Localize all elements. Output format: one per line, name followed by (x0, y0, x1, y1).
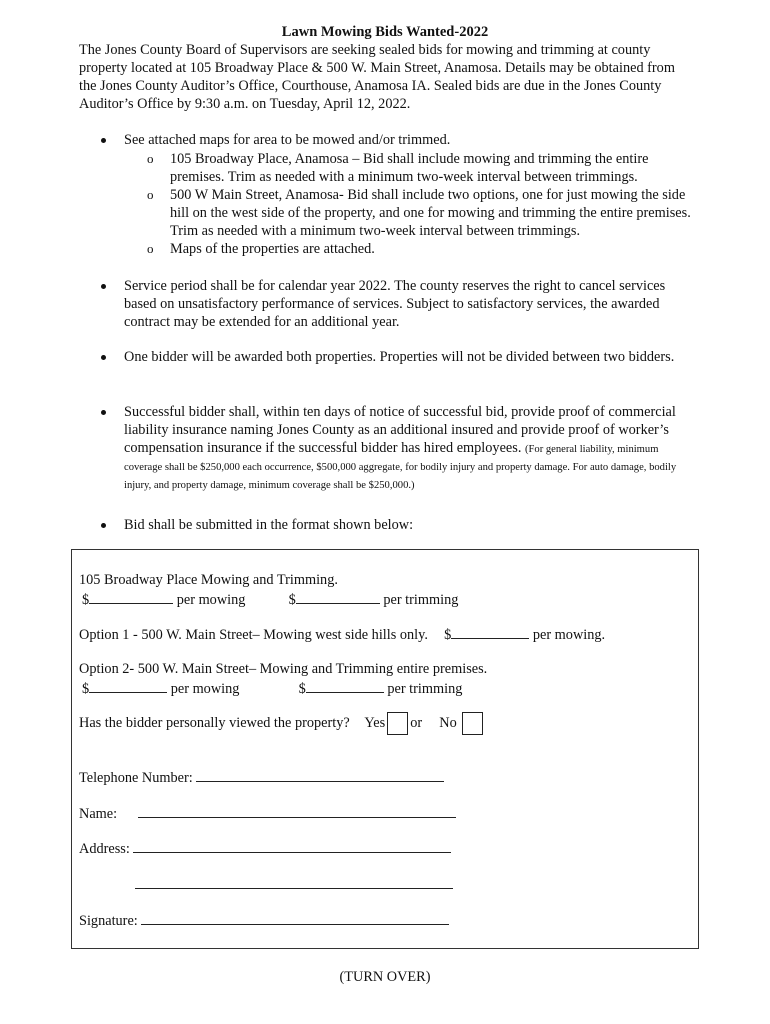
bullet-dot-icon (101, 355, 106, 360)
no-checkbox[interactable] (462, 712, 483, 735)
telephone-row (79, 768, 444, 787)
option2-trimming-price-field[interactable] (306, 679, 384, 693)
yes-label: Yes (364, 714, 386, 731)
sub-bullet-icon: o (147, 151, 154, 166)
bullet-one-bidder-text: One bidder will be awarded both properties. Properties will not be divided between two bidders. (124, 349, 675, 365)
broadway-mowing-price-field[interactable] (89, 590, 173, 604)
name-field[interactable] (138, 804, 456, 818)
option2-title: Option 2- 500 W. Main Street– Mowing and Trimming entire premises. (79, 661, 488, 677)
per-trimming-label: per trimming (387, 681, 463, 697)
dollar-sign: $ (298, 681, 306, 697)
bullet-service-text: Service period shall be for calendar year 2022. The county reserves the right to cancel services based on unsatisfactory performance of services. Subject to satisfactory services, the awarded contract may be extended for an additional year. (124, 278, 666, 330)
signature-row (79, 911, 449, 930)
bullet-dot-icon (101, 410, 106, 415)
per-trimming-label: per trimming (383, 592, 459, 608)
address-row-2 (135, 875, 453, 894)
bullet-insurance-text: Successful bidder shall, within ten days of notice of successful bid, provide proof of commercial liability insurance naming Jones County as an additional insured and provide proof of worker’s compensation insurance if the successful bidder has hired employees. (124, 404, 676, 456)
viewed-property-row (79, 712, 485, 735)
bullet-one-bidder (124, 348, 692, 366)
bullet-dot-icon (101, 523, 106, 528)
no-label: No (439, 714, 457, 731)
address-field-line1[interactable] (133, 839, 451, 853)
intro-paragraph: The Jones County Board of Supervisors are seeking sealed bids for mowing and trimming at county property located at 105 Broadway Place & 500 W. Main Street, Anamosa. Details may be obtained from the Jones County Auditor’s Office, Courthouse, Anamosa IA. Sealed bids are due in the Jones County Auditor’s Office by 9:30 a.m. on Tuesday, April 12, 2022. (79, 42, 675, 112)
option2-mowing-price-field[interactable] (89, 679, 167, 693)
per-mowing-label: per mowing. (532, 627, 606, 643)
dollar-sign: $ (288, 592, 296, 608)
yes-checkbox[interactable] (387, 712, 408, 735)
bullet-format (124, 516, 692, 534)
viewed-question: Has the bidder personally viewed the property? (79, 714, 350, 731)
address-label: Address: (79, 841, 130, 857)
name-label: Name: (79, 806, 118, 822)
per-mowing-label: per mowing (176, 592, 246, 608)
sub-item-maps (147, 240, 692, 258)
option2-price-row (82, 679, 462, 698)
broadway-trimming-price-field[interactable] (296, 590, 380, 604)
option1-row (79, 625, 605, 644)
option1-price-field[interactable] (451, 625, 529, 639)
sub-item-text: 500 W Main Street, Anamosa- Bid shall include two options, one for just mowing the side hill on the west side of the property, and one for mowing and trimming the entire premises. Trim as needed with a minimum two-week interval between trimmings. (170, 187, 691, 239)
telephone-label: Telephone Number: (79, 770, 193, 786)
telephone-field[interactable] (196, 768, 444, 782)
signature-field[interactable] (141, 911, 449, 925)
bullet-service-period (124, 277, 692, 331)
sub-item-main-street (147, 186, 692, 240)
address-field-line2[interactable] (135, 875, 453, 889)
dollar-sign: $ (82, 592, 90, 608)
name-row (79, 804, 456, 823)
insurance-note: (For general liability, minimum coverage shall be $250,000 each occurrence, $500,000 aggregate, for bodily injury and property damage. For auto damage, bodily injury, and property damage, minimum coverage shall be $250,000.) (124, 444, 677, 491)
sub-bullet-icon: o (147, 187, 154, 202)
option1-label: Option 1 - 500 W. Main Street– Mowing west side hills only. (79, 627, 428, 643)
bullet-dot-icon (101, 284, 106, 289)
sub-item-broadway (147, 150, 692, 186)
bullet-insurance (124, 403, 692, 493)
bullet-dot-icon (101, 138, 106, 143)
or-label: or (410, 714, 423, 731)
turn-over-footer: (TURN OVER) (339, 969, 431, 985)
signature-label: Signature: (79, 913, 138, 929)
document-title: Lawn Mowing Bids Wanted-2022 (281, 24, 489, 40)
broadway-price-row (82, 590, 458, 609)
sub-item-text: 105 Broadway Place, Anamosa – Bid shall include mowing and trimming the entire premises. Trim as needed with a minimum two-week interval between trimmings. (170, 151, 649, 185)
dollar-sign: $ (82, 681, 90, 697)
sub-bullet-icon: o (147, 241, 154, 256)
sub-item-text: Maps of the properties are attached. (170, 241, 375, 257)
bullet-maps-text: See attached maps for area to be mowed and/or trimmed. (124, 132, 451, 148)
address-row (79, 839, 451, 858)
dollar-sign: $ (444, 627, 452, 643)
broadway-section-title: 105 Broadway Place Mowing and Trimming. (79, 572, 338, 588)
bullet-maps (124, 131, 692, 149)
bullet-format-text: Bid shall be submitted in the format shown below: (124, 517, 414, 533)
per-mowing-label: per mowing (170, 681, 240, 697)
